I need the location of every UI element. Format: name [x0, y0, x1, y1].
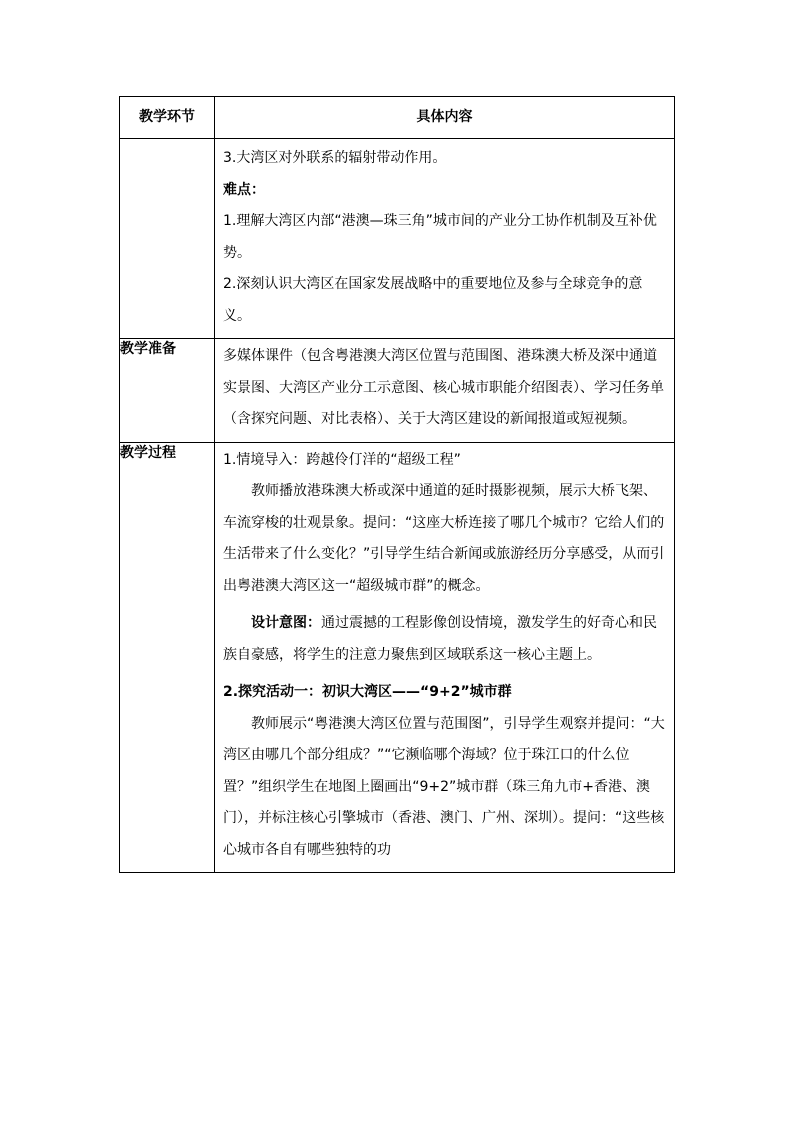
lesson-plan-table	[119, 96, 675, 873]
table-row	[120, 339, 675, 443]
paragraph: 多媒体课件（包含粤港澳大湾区位置与范围图、港珠澳大桥及深中通道实景图、大湾区产业分工示意图、核心城市职能介绍图表）、学习任务单（含探究问题、对比表格）、关于大湾区建设的新闻报道或短视频。	[223, 348, 664, 427]
row-content-preparation	[215, 339, 675, 443]
paragraph: 2.深刻认识大湾区在国家发展战略中的重要地位及参与全球竞争的意义。	[223, 276, 643, 324]
paragraph: 教师播放港珠澳大桥或深中通道的延时摄影视频，展示大桥飞架、车流穿梭的壮观景象。提问：“这座大桥连接了哪几个城市？它给人们的生活带来了什么变化？”引导学生结合新闻或旅游经历分享感受，从而引出粤港澳大湾区这一“超级城市群”的概念。	[223, 483, 665, 594]
row-label-process: 教学过程	[120, 442, 215, 873]
paragraph: 1.情境导入：跨越伶仃洋的“超级工程”	[223, 451, 461, 468]
row-label-preparation: 教学准备	[120, 339, 215, 443]
row-label-empty	[120, 139, 215, 339]
table-header-row	[120, 97, 675, 139]
design-intent-text: 通过震撼的工程影像创设情境，激发学生的好奇心和民族自豪感，将学生的注意力聚焦到区域联系这一核心主题上。	[223, 615, 657, 663]
header-stage: 教学环节	[120, 97, 215, 139]
paragraph: 3.大湾区对外联系的辐射带动作用。	[223, 150, 447, 166]
activity-heading: 2.探究活动一：初识大湾区——“9+2”城市群	[223, 684, 512, 700]
row-content-difficulties	[215, 139, 675, 339]
paragraph: 教师展示“粤港澳大湾区位置与范围图”，引导学生观察并提问：“大湾区由哪几个部分组成？”“它濒临哪个海域？位于珠江口的什么位置？”组织学生在地图上圈画出“9+2”城市群（珠三角九市+香港、澳门），并标注核心引擎城市（香港、澳门、广州、深圳）。提问：“这些核心城市各自有哪些独特的功	[223, 715, 665, 858]
row-content-process	[215, 442, 675, 873]
table-row	[120, 442, 675, 873]
paragraph: 1.理解大湾区内部“港澳—珠三角”城市间的产业分工协作机制及互补优势。	[223, 213, 657, 261]
design-intent-lead: 设计意图：	[251, 615, 321, 631]
header-content: 具体内容	[215, 97, 675, 139]
table-row	[120, 139, 675, 339]
design-intent-paragraph	[223, 608, 666, 671]
difficulty-heading: 难点：	[223, 181, 265, 198]
